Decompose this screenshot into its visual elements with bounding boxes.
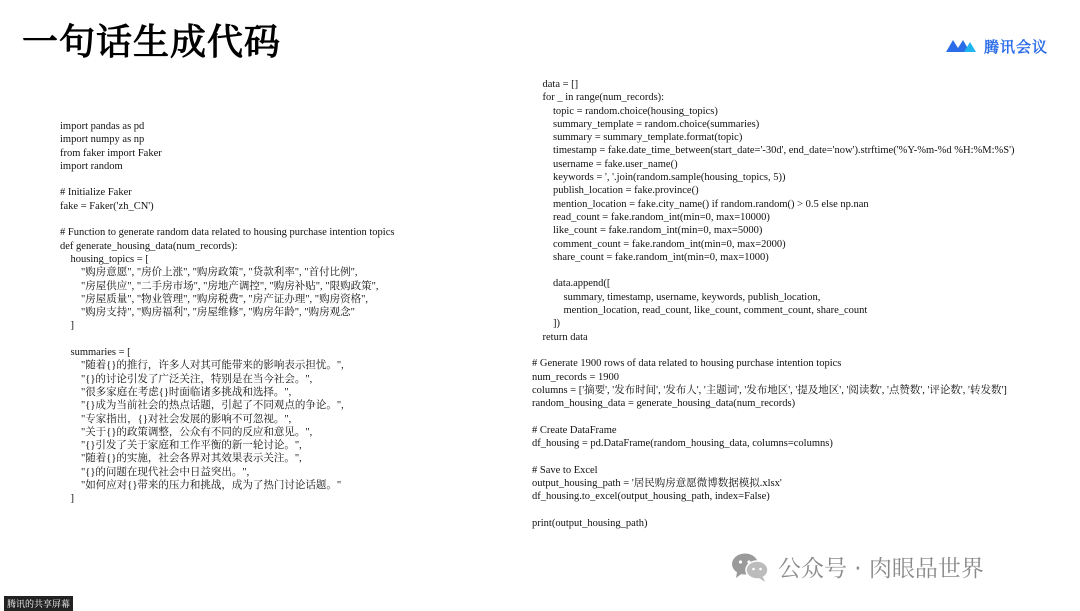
code-line: ]: [60, 493, 74, 505]
code-line: def generate_housing_data(num_records):: [60, 240, 238, 252]
code-line: for _ in range(num_records):: [532, 92, 665, 104]
code-line: keywords = ', '.join(random.sample(housing_topics, 5)): [532, 172, 786, 184]
code-line: data = []: [532, 79, 579, 90]
code-line: num_records = 1900: [532, 371, 619, 383]
code-line: fake = Faker('zh_CN'): [60, 200, 154, 212]
code-line: "专家指出，{}对社会发展的影响不可忽视。",: [60, 413, 292, 425]
code-line: summary = summary_template.format(topic): [532, 132, 743, 144]
code-line: publish_location = fake.province(): [532, 185, 699, 197]
code-line: output_housing_path = '居民购房意愿微博数据模拟.xlsx': [532, 477, 782, 489]
code-line: df_housing.to_excel(output_housing_path, index=False): [532, 491, 770, 503]
code-line: "如何应对{}带来的压力和挑战，成为了热门讨论话题。": [60, 480, 342, 492]
screen-share-label: 腾讯的共享屏幕: [4, 596, 73, 611]
code-line: # Function to generate random data related to housing purchase intention topics: [60, 227, 395, 239]
code-line: # Save to Excel: [532, 464, 598, 476]
code-line: df_housing = pd.DataFrame(random_housing_data, columns=columns): [532, 438, 833, 450]
code-line: [60, 173, 394, 186]
code-line: "购房意愿", "房价上涨", "购房政策", "贷款利率", "首付比例",: [60, 267, 358, 279]
brand-name: 腾讯会议: [983, 37, 1048, 56]
code-line: "{}的讨论引发了广泛关注，特别是在当今社会。",: [60, 373, 313, 385]
tencent-meeting-logo-icon: [944, 36, 978, 56]
code-line: mention_location, read_count, like_count, comment_count, share_count: [532, 305, 868, 317]
code-line: like_count = fake.random_int(min=0, max=5000): [532, 225, 763, 237]
code-line: "随着{}的实施，社会各界对其效果表示关注。",: [60, 453, 302, 465]
code-line: columns = ['摘要', '发布时间', '发布人', '主题词', '发布地区', '提及地区', '阅读数', '点赞数', '评论数', '转发数']: [532, 384, 1007, 396]
code-line: [532, 504, 1015, 517]
code-line: return data: [532, 331, 588, 343]
code-line: import pandas as pd: [60, 121, 145, 132]
watermark: [730, 550, 984, 583]
code-line: [60, 333, 394, 346]
code-line: "很多家庭在考虑{}时面临诸多挑战和选择。",: [60, 386, 292, 398]
page-title: 一句话生成代码: [22, 22, 282, 63]
code-line: username = fake.user_name(): [532, 158, 678, 170]
code-line: import random: [60, 160, 123, 172]
code-line: [60, 213, 394, 226]
code-line: # Create DataFrame: [532, 424, 617, 436]
code-block-left: [60, 120, 394, 506]
code-line: comment_count = fake.random_int(min=0, max=2000): [532, 238, 786, 250]
watermark-text: 公众号 · 肉眼品世界: [778, 556, 984, 582]
code-line: import numpy as np: [60, 134, 145, 146]
wechat-icon: [730, 551, 770, 583]
code-line: ]): [532, 318, 560, 330]
code-line: ]: [60, 320, 74, 332]
code-line: summary_template = random.choice(summaries): [532, 118, 760, 130]
code-line: [532, 344, 1015, 357]
code-line: print(output_housing_path): [532, 517, 648, 529]
code-line: read_count = fake.random_int(min=0, max=10000): [532, 211, 770, 223]
code-line: # Generate 1900 rows of data related to housing purchase intention topics: [532, 358, 842, 370]
code-line: summaries = [: [60, 347, 131, 359]
code-line: housing_topics = [: [60, 253, 149, 265]
code-line: "{}引发了关于家庭和工作平衡的新一轮讨论。",: [60, 440, 302, 452]
code-line: [532, 450, 1015, 463]
code-line: "{}成为当前社会的热点话题，引起了不同观点的争论。",: [60, 400, 344, 412]
code-line: # Initialize Faker: [60, 187, 132, 199]
code-line: from faker import Faker: [60, 147, 162, 159]
code-line: share_count = fake.random_int(min=0, max=1000): [532, 251, 769, 263]
code-line: data.append([: [532, 278, 611, 290]
code-line: mention_location = fake.city_name() if random.random() > 0.5 else np.nan: [532, 198, 869, 210]
code-line: "关于{}的政策调整，公众有不同的反应和意见。",: [60, 426, 313, 438]
code-line: "{}的问题在现代社会中日益突出。",: [60, 466, 250, 478]
code-block-right: [532, 78, 1015, 530]
code-line: "房屋供应", "二手房市场", "房地产调控", "购房补贴", "限购政策",: [60, 280, 379, 292]
code-line: "随着{}的推行，许多人对其可能带来的影响表示担忧。",: [60, 360, 344, 372]
code-line: "房屋质量", "物业管理", "购房税费", "房产证办理", "购房资格",: [60, 293, 368, 305]
code-line: "购房支持", "购房福利", "房屋维修", "购房年龄", "购房观念": [60, 307, 355, 319]
code-line: topic = random.choice(housing_topics): [532, 105, 718, 117]
code-line: timestamp = fake.date_time_between(start_date='-30d', end_date='now').strftime('%Y-%m-%d %H:%M:%S'): [532, 145, 1015, 157]
code-line: summary, timestamp, username, keywords, publish_location,: [532, 291, 821, 303]
code-line: [532, 410, 1015, 423]
code-line: random_housing_data = generate_housing_data(num_records): [532, 398, 796, 410]
code-line: [532, 264, 1015, 277]
brand: [944, 34, 1048, 58]
